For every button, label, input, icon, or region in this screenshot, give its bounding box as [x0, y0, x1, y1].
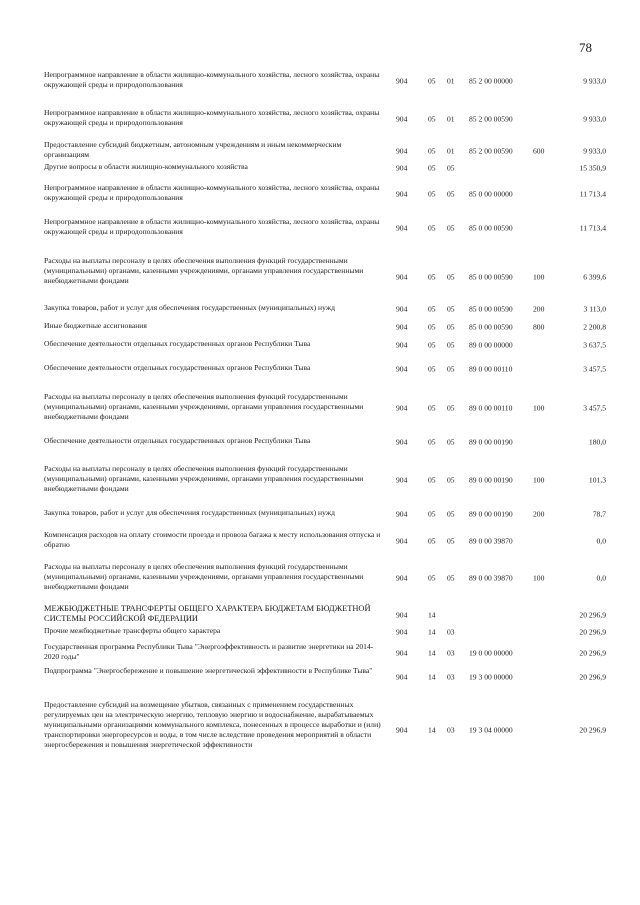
row-name: Расходы на выплаты персоналу в целях обеспечения выполнения функций государственными (муниципальными) органами, казенными учреждениями, органами управления государственными внебюджетными фондами — [44, 256, 364, 285]
row-sum: 101,3 — [588, 475, 606, 485]
row-ved: 904 — [396, 163, 408, 173]
row-name: Закупка товаров, работ и услуг для обеспечения государственных (муниципальных) нужд — [44, 508, 335, 517]
row-pr: 05 — [447, 475, 455, 485]
row-pr: 05 — [447, 272, 455, 282]
row-name: Непрограммное направление в области жилищно-коммунального хозяйства, лесного хозяйства, охраны окружающей среды и природопользования — [44, 183, 380, 202]
row-ved: 904 — [396, 509, 408, 519]
row-csr: 89 0 00 00190 — [469, 475, 513, 485]
row-rz: 05 — [428, 437, 436, 447]
row-rz: 05 — [428, 189, 436, 199]
row-sum: 180,0 — [588, 437, 606, 447]
row-vr: 100 — [533, 403, 545, 413]
row-name: МЕЖБЮДЖЕТНЫЕ ТРАНСФЕРТЫ ОБЩЕГО ХАРАКТЕРА БЮДЖЕТАМ БЮДЖЕТНОЙ СИСТЕМЫ РОССИЙСКОЙ ФЕДЕРАЦИИ — [44, 604, 371, 623]
row-name: Компенсация расходов на оплату стоимости проезда и провоза багажа к месту использования отпуска и обратно — [44, 530, 381, 549]
row-csr: 85 2 00 00000 — [469, 76, 513, 86]
row-name: Закупка товаров, работ и услуг для обеспечения государственных (муниципальных) нужд — [44, 303, 335, 312]
row-pr: 05 — [447, 364, 455, 374]
table-row — [44, 303, 606, 315]
row-rz: 14 — [428, 672, 436, 682]
row-pr: 01 — [447, 146, 455, 156]
row-csr: 89 0 00 39870 — [469, 573, 513, 583]
row-rz: 14 — [428, 648, 436, 658]
row-vr: 100 — [533, 475, 545, 485]
row-rz: 05 — [428, 403, 436, 413]
row-ved: 904 — [396, 648, 408, 658]
row-pr: 03 — [447, 648, 455, 658]
row-name: Другие вопросы в области жилищно-коммунального хозяйства — [44, 162, 248, 171]
row-ved: 904 — [396, 146, 408, 156]
row-name: Непрограммное направление в области жилищно-коммунального хозяйства, лесного хозяйства, охраны окружающей среды и природопользования — [44, 108, 380, 127]
table-row — [44, 604, 606, 626]
row-name: Расходы на выплаты персоналу в целях обеспечения выполнения функций государственными (муниципальными) органами, казенными учреждениями, органами управления государственными внебюджетными фондами — [44, 464, 364, 493]
row-pr: 05 — [447, 223, 455, 233]
row-ved: 904 — [396, 76, 408, 86]
row-csr: 89 0 00 00000 — [469, 340, 513, 350]
row-pr: 03 — [447, 627, 455, 637]
row-rz: 05 — [428, 163, 436, 173]
row-csr: 85 0 00 00590 — [469, 272, 513, 282]
table-row — [44, 700, 606, 760]
row-sum: 15 350,9 — [579, 163, 606, 173]
row-sum: 6 399,6 — [583, 272, 606, 282]
row-pr: 05 — [447, 509, 455, 519]
row-rz: 05 — [428, 340, 436, 350]
row-vr: 100 — [533, 573, 545, 583]
row-ved: 904 — [396, 223, 408, 233]
row-csr: 19 3 00 00000 — [469, 672, 513, 682]
row-ved: 904 — [396, 304, 408, 314]
table-row — [44, 392, 606, 424]
table-row — [44, 108, 606, 130]
table-row — [44, 321, 606, 333]
row-sum: 0,0 — [596, 573, 606, 583]
row-csr: 85 2 00 00590 — [469, 114, 513, 124]
row-rz: 05 — [428, 475, 436, 485]
row-sum: 9 933,0 — [583, 76, 606, 86]
row-rz: 05 — [428, 536, 436, 546]
row-name: Прочие межбюджетные трансферты общего характера — [44, 626, 221, 635]
row-sum: 3 113,0 — [583, 304, 606, 314]
row-csr: 85 0 00 00000 — [469, 189, 513, 199]
table-row — [44, 508, 606, 520]
row-csr: 19 3 04 00000 — [469, 725, 513, 735]
row-pr: 05 — [447, 403, 455, 413]
table-row — [44, 140, 606, 162]
row-sum: 20 296,9 — [579, 610, 606, 620]
row-rz: 05 — [428, 272, 436, 282]
row-rz: 05 — [428, 304, 436, 314]
row-sum: 3 457,5 — [583, 364, 606, 374]
row-ved: 904 — [396, 114, 408, 124]
row-ved: 904 — [396, 672, 408, 682]
row-name: Предоставление субсидий бюджетным, автономным учреждениям и иным некоммерческим организациям — [44, 140, 342, 159]
table-row — [44, 256, 606, 298]
row-vr: 200 — [533, 509, 545, 519]
row-rz: 05 — [428, 573, 436, 583]
row-sum: 9 933,0 — [583, 146, 606, 156]
row-ved: 904 — [396, 364, 408, 374]
row-name: Предоставление субсидий на возмещение убытков, связанных с применением государственных регулируемых цен на электрическую энергию, тепловую энергию и водоснабжение, вырабатываемых муниципальными организациями коммунального комплекса, понесенных в процессе выработки и (или) транспортировки энергоресурсов и воды, в том числе вследствие проведения мероприятий в области энергосбережения и повышения энергетической эффективности — [44, 700, 381, 749]
row-name: Подпрограмма "Энергосбережение и повышение энергетической эффективности в Республике Тыва" — [44, 666, 373, 675]
row-sum: 2 200,8 — [583, 322, 606, 332]
row-rz: 05 — [428, 322, 436, 332]
table-row — [44, 436, 606, 448]
table-row — [44, 530, 606, 552]
row-vr: 600 — [533, 146, 545, 156]
table-row — [44, 339, 606, 351]
row-pr: 05 — [447, 437, 455, 447]
row-rz: 05 — [428, 509, 436, 519]
row-sum: 3 637,5 — [583, 340, 606, 350]
row-sum: 78,7 — [592, 509, 606, 519]
row-ved: 904 — [396, 272, 408, 282]
row-ved: 904 — [396, 610, 408, 620]
row-rz: 14 — [428, 627, 436, 637]
row-csr: 89 0 00 00190 — [469, 509, 513, 519]
table-row — [44, 183, 606, 205]
row-name: Расходы на выплаты персоналу в целях обеспечения выполнения функций государственными (муниципальными) органами, казенными учреждениями, органами управления государственными внебюджетными фондами — [44, 562, 364, 591]
row-name: Обеспечение деятельности отдельных государственных органов Республики Тыва — [44, 339, 311, 348]
row-ved: 904 — [396, 536, 408, 546]
row-rz: 05 — [428, 364, 436, 374]
row-rz: 05 — [428, 114, 436, 124]
row-name: Обеспечение деятельности отдельных государственных органов Республики Тыва — [44, 436, 311, 445]
row-pr: 05 — [447, 189, 455, 199]
row-vr: 100 — [533, 272, 545, 282]
row-ved: 904 — [396, 573, 408, 583]
row-sum: 20 296,9 — [579, 725, 606, 735]
row-pr: 03 — [447, 725, 455, 735]
table-row — [44, 363, 606, 375]
row-sum: 20 296,9 — [579, 648, 606, 658]
row-name: Непрограммное направление в области жилищно-коммунального хозяйства, лесного хозяйства, охраны окружающей среды и природопользования — [44, 70, 380, 89]
row-name: Иные бюджетные ассигнования — [44, 321, 147, 330]
row-rz: 14 — [428, 610, 436, 620]
row-rz: 05 — [428, 76, 436, 86]
row-pr: 01 — [447, 114, 455, 124]
table-row — [44, 626, 606, 638]
table-row — [44, 666, 606, 688]
row-pr: 01 — [447, 76, 455, 86]
row-ved: 904 — [396, 322, 408, 332]
table-row — [44, 464, 606, 496]
table-row — [44, 562, 606, 594]
table-row — [44, 70, 606, 92]
row-ved: 904 — [396, 340, 408, 350]
row-pr: 05 — [447, 304, 455, 314]
row-csr: 89 0 00 39870 — [469, 536, 513, 546]
row-sum: 11 713,4 — [579, 189, 606, 199]
row-pr: 05 — [447, 322, 455, 332]
row-csr: 85 2 00 00590 — [469, 146, 513, 156]
row-pr: 05 — [447, 340, 455, 350]
row-name: Государственная программа Республики Тыва "Энергоэффективность и развитие энергетики на 2014-2020 годы" — [44, 642, 374, 661]
row-ved: 904 — [396, 189, 408, 199]
row-sum: 20 296,9 — [579, 672, 606, 682]
row-rz: 14 — [428, 725, 436, 735]
row-ved: 904 — [396, 437, 408, 447]
row-ved: 904 — [396, 403, 408, 413]
row-csr: 85 0 00 00590 — [469, 304, 513, 314]
row-sum: 20 296,9 — [579, 627, 606, 637]
table-row — [44, 642, 606, 664]
row-csr: 85 0 00 00590 — [469, 223, 513, 233]
row-sum: 11 713,4 — [579, 223, 606, 233]
row-pr: 05 — [447, 573, 455, 583]
row-sum: 9 933,0 — [583, 114, 606, 124]
row-name: Обеспечение деятельности отдельных государственных органов Республики Тыва — [44, 363, 311, 372]
row-csr: 89 0 00 00110 — [469, 364, 513, 374]
row-sum: 3 457,5 — [583, 403, 606, 413]
row-name: Расходы на выплаты персоналу в целях обеспечения выполнения функций государственными (муниципальными) органами, казенными учреждениями, органами управления государственными внебюджетными фондами — [44, 392, 364, 421]
row-name: Непрограммное направление в области жилищно-коммунального хозяйства, лесного хозяйства, охраны окружающей среды и природопользования — [44, 217, 380, 236]
page-number: 78 — [579, 40, 592, 55]
row-csr: 89 0 00 00110 — [469, 403, 513, 413]
row-rz: 05 — [428, 146, 436, 156]
row-vr: 200 — [533, 304, 545, 314]
table-row — [44, 162, 606, 174]
row-ved: 904 — [396, 627, 408, 637]
table-row — [44, 217, 606, 239]
row-pr: 03 — [447, 672, 455, 682]
row-vr: 800 — [533, 322, 545, 332]
row-ved: 904 — [396, 725, 408, 735]
row-pr: 05 — [447, 163, 455, 173]
row-csr: 19 0 00 00000 — [469, 648, 513, 658]
row-csr: 89 0 00 00190 — [469, 437, 513, 447]
row-sum: 0,0 — [596, 536, 606, 546]
row-ved: 904 — [396, 475, 408, 485]
row-csr: 85 0 00 00590 — [469, 322, 513, 332]
row-rz: 05 — [428, 223, 436, 233]
row-pr: 05 — [447, 536, 455, 546]
